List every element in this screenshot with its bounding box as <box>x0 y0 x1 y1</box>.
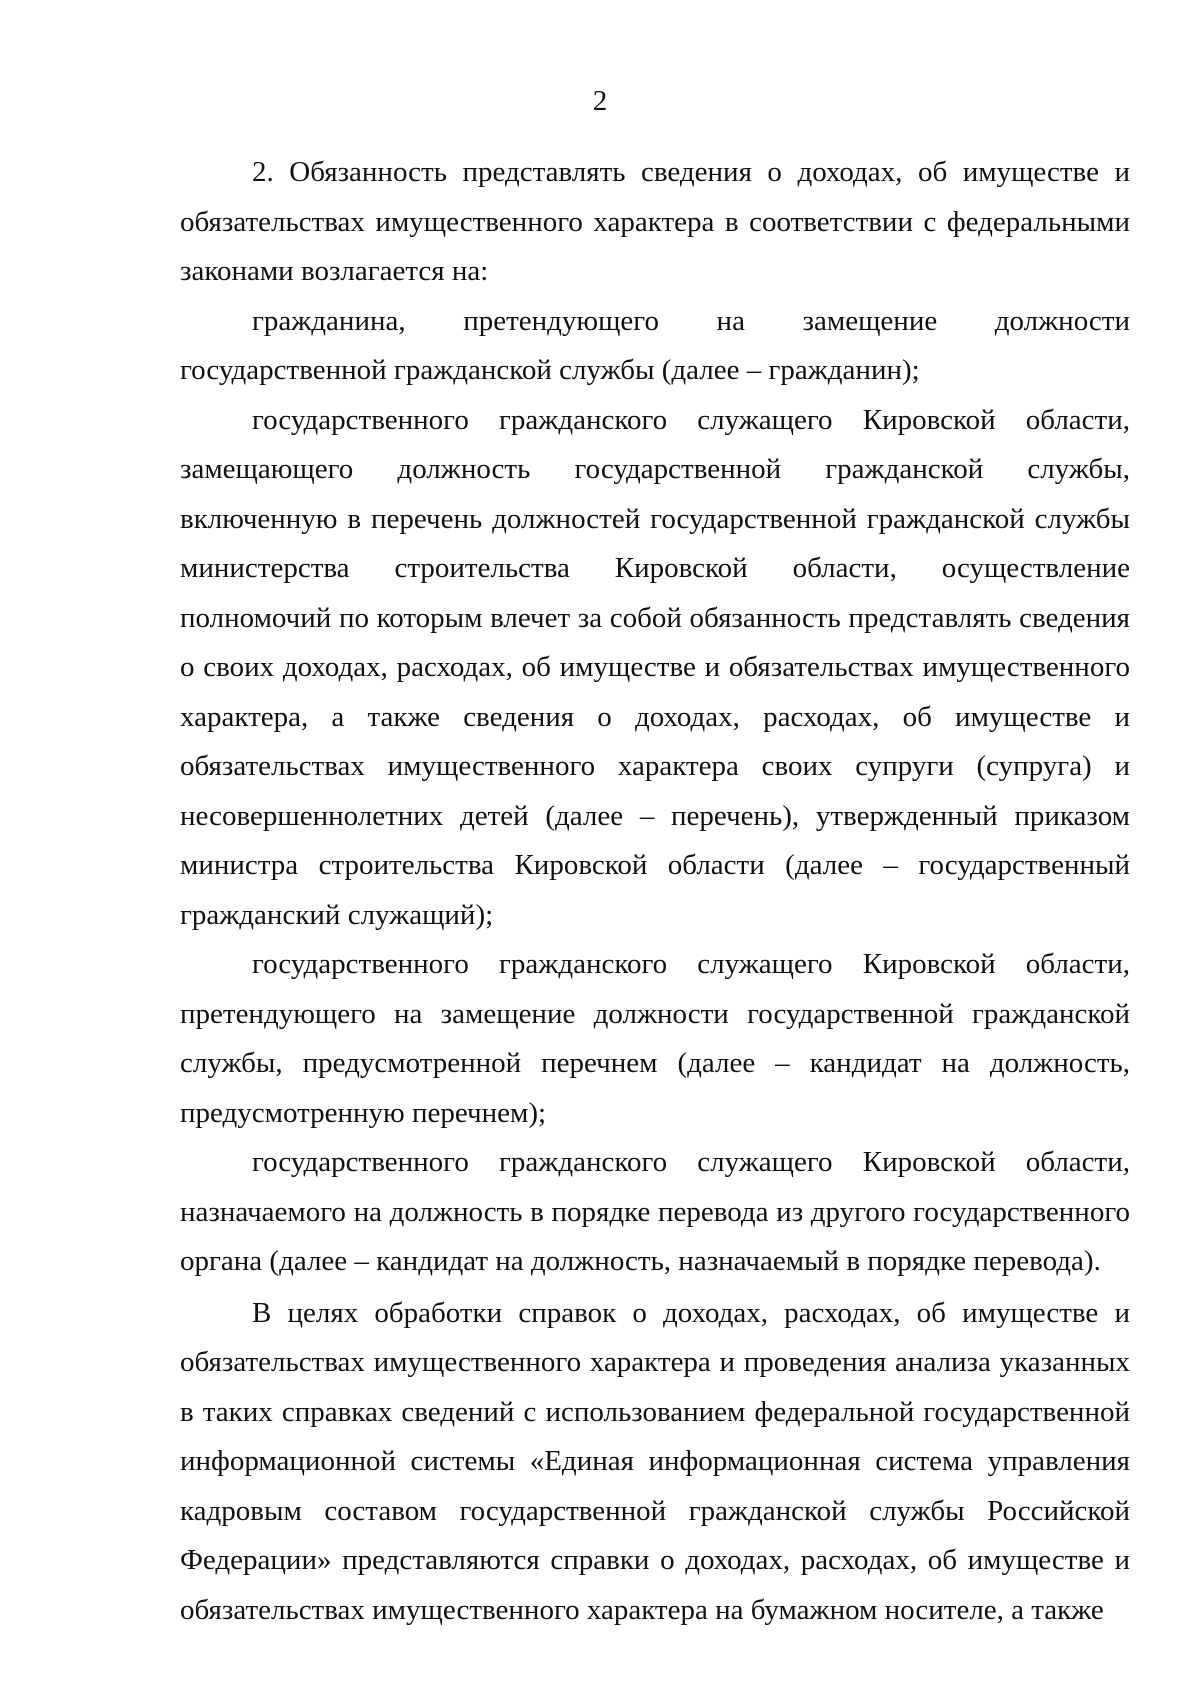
paragraph-candidate-transfer: государственного гражданского служащего Кировской области, назначаемого на должность в порядке перевода из другого государственного органа (далее – кандидат на должность, назначаемый в порядке перевода). <box>180 1146 1130 1277</box>
paragraph-obligation-intro: 2. Обязанность представлять сведения о доходах, об имуществе и обязательствах имущественного характера в соответствии с федеральными законами возлагается на: <box>180 156 1130 287</box>
paragraph-civil-servant: государственного гражданского служащего Кировской области, замещающего должность государственной гражданской службы, включенную в перечень должностей государственной гражданской службы министерства строительства Кировской области, осуществление полномочий по которым влечет за собой обязанность представлять сведения о своих доходах, расходах, об имуществе и обязательствах имущественного характера, а также сведения о доходах, расходах, об имуществе и обязательствах имущественного характера своих супруги (супруга) и несовершеннолетних детей (далее – перечень), утвержденный приказом министра строительства Кировской области (далее – государственный гражданский служащий); <box>180 403 1130 931</box>
paragraph-processing-purpose: В целях обработки справок о доходах, расходах, об имуществе и обязательствах имущественного характера и проведения анализа указанных в таких справках сведений с использованием федеральной государственной информационной системы «Единая информационная система управления кадровым составом государственной гражданской службы Российской Федерации» представляются справки о доходах, расходах, об имуществе и обязательствах имущественного характера на бумажном носителе, а также <box>180 1296 1130 1626</box>
paragraph-citizen: гражданина, претендующего на замещение должности государственной гражданской службы (далее – гражданин); <box>180 304 1130 386</box>
page-number: 2 <box>592 85 608 117</box>
document-body <box>180 148 1130 1635</box>
paragraph-candidate-list: государственного гражданского служащего Кировской области, претендующего на замещение должности государственной гражданской службы, предусмотренной перечнем (далее – кандидат на должность, предусмотренную перечнем); <box>180 948 1130 1129</box>
